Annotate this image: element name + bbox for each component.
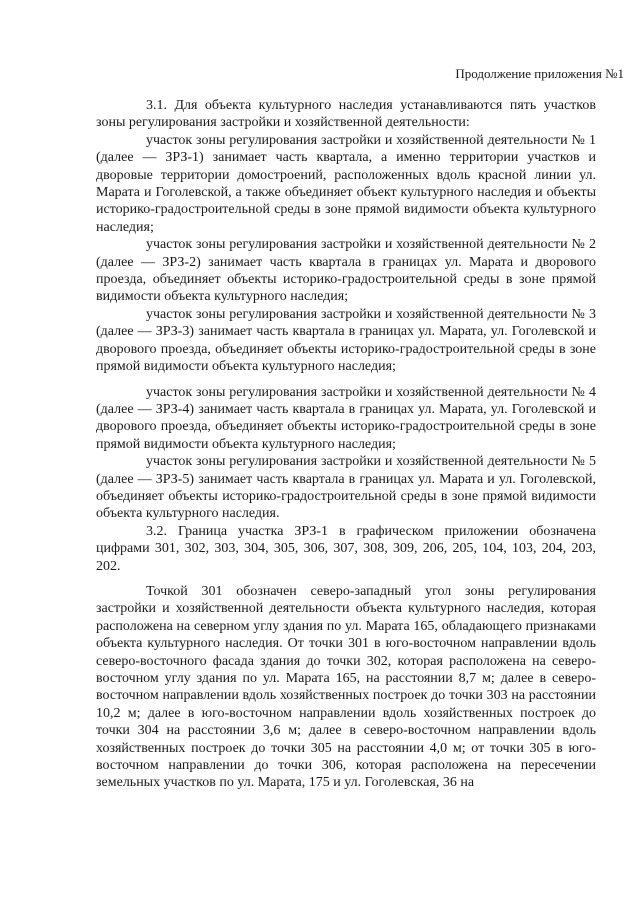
paragraph-zrz-4: участок зоны регулирования застройки и хозяйственной деятельности № 4 (далее — ЗРЗ-4) занимает часть квартала в границах ул. Марата, ул. Гоголевской и дворового проезда, объединяет объекты историко-градостроительной среды в зоне прямой видимости объекта культурного наследия; [96,384,596,452]
appendix-continuation-note: Продолжение приложения №1 [455,66,624,81]
paragraph-zrz-1: участок зоны регулирования застройки и хозяйственной деятельности № 1 (далее — ЗРЗ-1) занимает часть квартала, а именно территории участков и дворовые территории домостроений, расположенных вдоль красной линии ул. Марата и Гоголевской, а также объединяет объект культурного наследия и объекты историко-градостроительной среды в зоне прямой видимости объекта культурного наследия; [96,132,596,235]
paragraph-zrz-2: участок зоны регулирования застройки и хозяйственной деятельности № 2 (далее — ЗРЗ-2) занимает часть квартала в границах ул. Марата и дворового проезда, объединяет объекты историко-градостроительной среды в зоне прямой видимости объекта культурного наследия; [96,237,596,305]
paragraph-3-1: 3.1. Для объекта культурного наследия устанавливаются пять участков зоны регулирования застройки и хозяйственной деятельности: [96,98,596,131]
paragraph-zrz-3: участок зоны регулирования застройки и хозяйственной деятельности № 3 (далее — ЗРЗ-3) занимает часть квартала в границах ул. Марата, ул. Гоголевской и дворового проезда, объединяет объекты историко-градостроительной среды в зоне прямой видимости объекта культурного наследия; [96,306,596,375]
document-body [96,97,596,792]
paragraph-point-301: Точкой 301 обозначен северо-западный угол зоны регулирования застройки и хозяйственной деятельности объекта культурного наследия, которая расположена на северном углу здания по ул. Марата 165, обладающего признаками объекта культурного наследия. От точки 301 в юго-восточном направлении вдоль северо-восточного фасада здания до точки 302, которая расположена на северо-восточном углу здания по ул. Марата 165, на расстоянии 8,7 м; далее в северо-восточном направлении вдоль хозяйственных построек до точки 303 на расстоянии 10,2 м; далее в юго-восточном направлении вдоль хозяйственных построек до точки 304 на расстоянии 3,6 м; далее в северо-восточном направлении вдоль хозяйственных построек до точки 305 на расстоянии 4,0 м; от точки 305 в юго-восточном направлении до точки 306, которая расположена на пересечении земельных участков по ул. Марата, 175 и ул. Гоголевская, 36 на [96,583,596,791]
paragraph-zrz-5: участок зоны регулирования застройки и хозяйственной деятельности № 5 (далее — ЗРЗ-5) занимает часть квартала в границах ул. Марата и ул. Гоголевской, объединяет объекты историко-градостроительной среды в зоне прямой видимости объекта культурного наследия. [96,454,596,522]
paragraph-3-2: 3.2. Граница участка ЗРЗ-1 в графическом приложении обозначена цифрами 301, 302, 303, 304, 305, 306, 307, 308, 309, 206, 205, 104, 103, 204, 203, 202. [96,523,596,574]
